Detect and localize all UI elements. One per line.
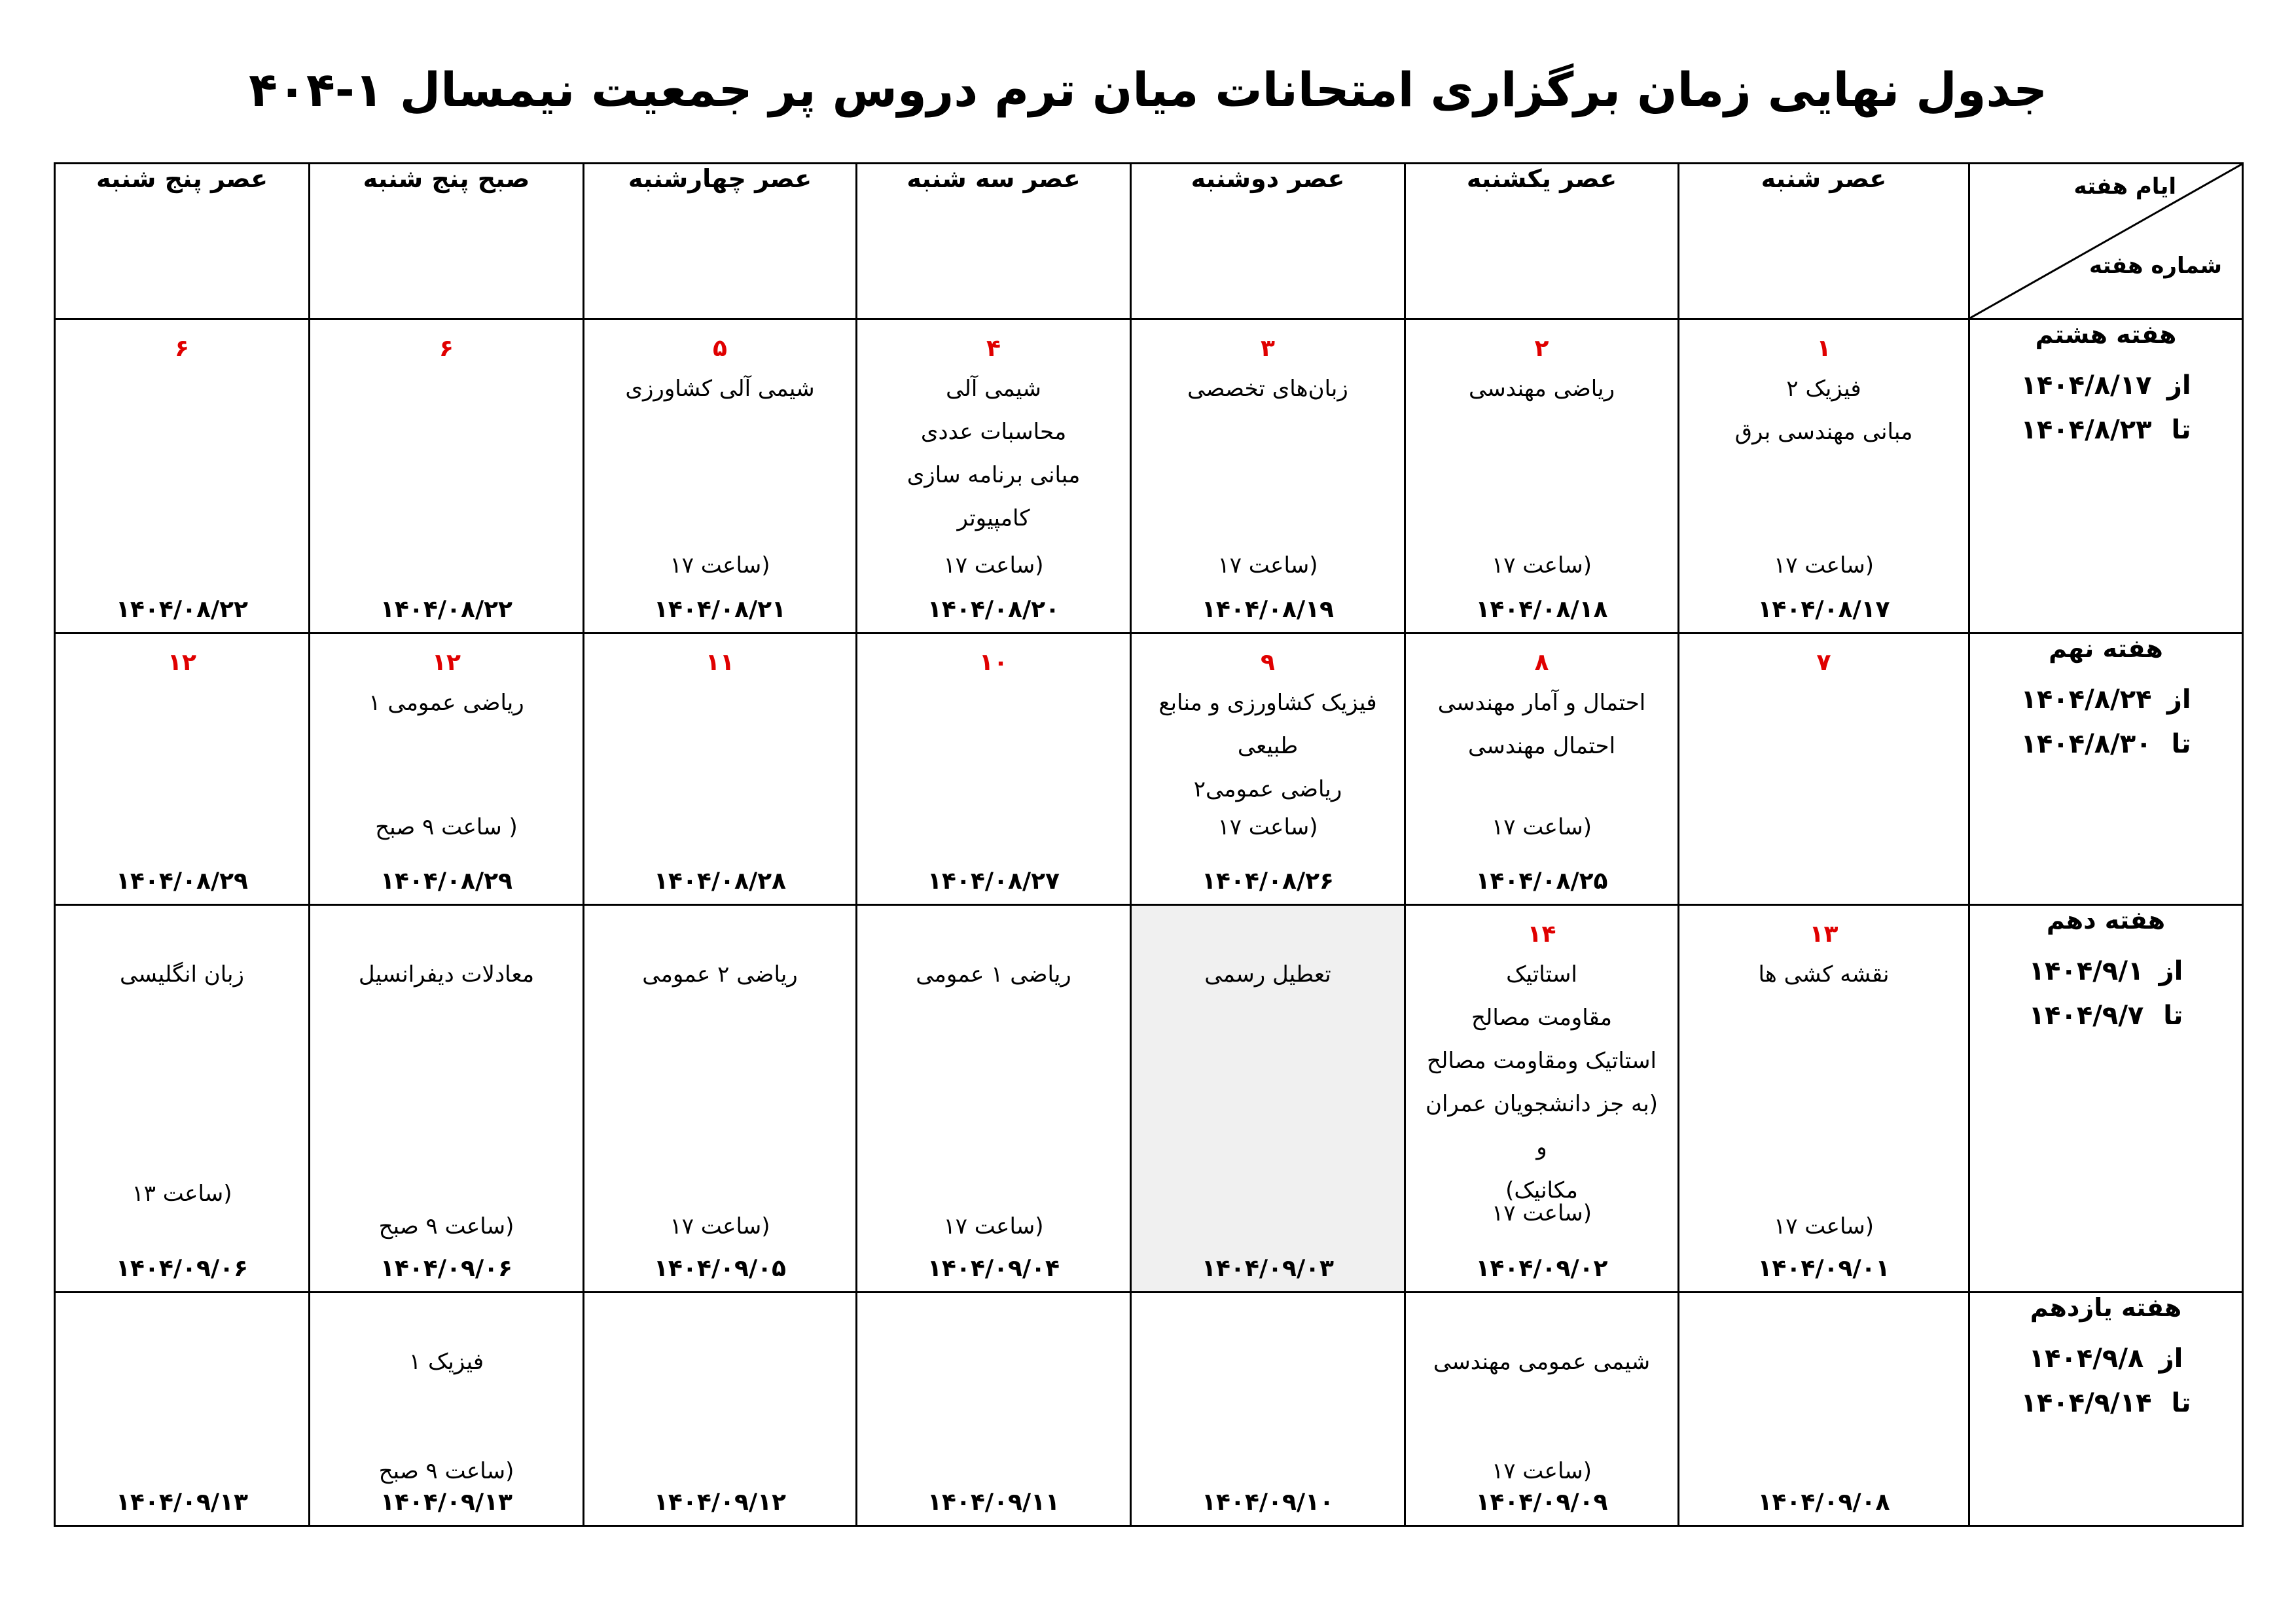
exam-date: ۱۴۰۴/۰۸/۲۰: [927, 596, 1060, 623]
exam-cell: [857, 319, 1131, 633]
exam-time: (ساعت ۱۷: [1491, 1458, 1592, 1484]
exam-slot-number: ۱۳: [1809, 921, 1839, 948]
from-date: ۱۴۰۴/۹/۱: [2028, 956, 2144, 986]
course-list: استاتیک مقاومت مصالح استاتیک ومقاومت مصالح (به جز دانشجویان عمران و مکانیک): [1426, 961, 1658, 1204]
exam-slot-number: ۶: [439, 335, 454, 362]
week-from: [1970, 949, 2242, 993]
exam-date: ۱۴۰۴/۰۸/۲۹: [380, 868, 513, 895]
week-name: هفته نهم: [2049, 634, 2163, 663]
course-list: شیمی آلی محاسبات عددی مبانی برنامه سازی کامپیوتر: [906, 376, 1081, 531]
page-title: جدول نهایی زمان برگزاری امتحانات میان ترم دروس پر جمعیت نیمسال ۱-۴۰۴: [249, 62, 2047, 117]
exam-slot-number: [56, 920, 308, 949]
exam-cell: [584, 1293, 857, 1526]
week-to: [1970, 993, 2242, 1038]
exam-slot-number: ۱۲: [168, 649, 196, 676]
exam-cell: [310, 319, 584, 633]
course-list: فیزیک ۲ مبانی مهندسی برق: [1734, 376, 1913, 445]
exam-slot-number: [56, 1308, 308, 1336]
course-list: شیمی آلی کشاورزی: [625, 376, 815, 402]
exam-slot-number: [310, 920, 583, 949]
exam-date: ۱۴۰۴/۰۹/۱۳: [115, 1489, 249, 1516]
exam-slot-number: ۳: [1261, 335, 1275, 362]
exam-date: ۱۴۰۴/۰۹/۰۸: [1757, 1489, 1890, 1516]
week-name: هفته هشتم: [2035, 320, 2177, 349]
exam-slot-number: ۱۴: [1527, 921, 1556, 948]
exam-cell: [55, 319, 310, 633]
week-row: [55, 319, 2243, 633]
week-to: [1970, 1381, 2242, 1425]
week-name: هفته یازدهم: [2030, 1293, 2182, 1322]
header-row: [55, 164, 2243, 319]
course-list: ریاضی عمومی ۱: [368, 690, 524, 716]
course-list: زبان انگلیسی: [120, 961, 244, 988]
exam-date: ۱۴۰۴/۰۹/۰۳: [1201, 1255, 1335, 1282]
week-from: [1970, 1336, 2242, 1381]
exam-date: ۱۴۰۴/۰۸/۲۸: [653, 868, 787, 895]
exam-time: (ساعت ۱۷: [670, 552, 770, 579]
from-label: از: [2159, 1344, 2183, 1374]
exam-slot-number: [1679, 1308, 1968, 1336]
day-header: عصر شنبه: [1679, 164, 1969, 319]
exam-date: ۱۴۰۴/۰۸/۲۶: [1201, 868, 1335, 895]
exam-cell: [584, 319, 857, 633]
week-from: [1970, 677, 2242, 722]
exam-slot-number: [584, 1308, 855, 1336]
course-list: زبان‌های تخصصی: [1187, 376, 1348, 402]
exam-time: (ساعت ۱۷: [670, 1213, 770, 1240]
exam-cell: [1131, 633, 1405, 905]
exam-date: ۱۴۰۴/۰۹/۱۰: [1201, 1489, 1335, 1516]
exam-date: ۱۴۰۴/۰۸/۲۹: [115, 868, 249, 895]
exam-cell: [584, 905, 857, 1293]
exam-time: ( ساعت ۹ صبح: [375, 814, 518, 840]
week-to: [1970, 722, 2242, 766]
exam-slot-number: [857, 920, 1130, 949]
exam-cell: [310, 905, 584, 1293]
day-header: عصر یکشنبه: [1405, 164, 1679, 319]
week-row: [55, 633, 2243, 905]
day-header: صبح پنج شنبه: [310, 164, 584, 319]
week-to: [1970, 408, 2242, 452]
exam-cell: [1405, 319, 1679, 633]
course-list: معادلات دیفرانسیل: [358, 961, 535, 988]
course-list: فیزیک کشاورزی و منابع طبیعی ریاضی عمومی۲: [1158, 690, 1377, 802]
exam-slot-number: [857, 1308, 1130, 1336]
from-date: ۱۴۰۴/۸/۱۷: [2020, 370, 2152, 401]
exam-cell: [1679, 905, 1969, 1293]
corner-week-label: شماره هفته: [2089, 253, 2222, 279]
day-header: عصر سه شنبه: [857, 164, 1131, 319]
exam-slot-number: [1406, 1308, 1677, 1336]
course-list: احتمال و آمار مهندسی احتمال مهندسی: [1437, 690, 1646, 759]
exam-cell: [310, 633, 584, 905]
day-header: عصر چهارشنبه: [584, 164, 857, 319]
week-label-cell: [1969, 1293, 2243, 1526]
corner-header: [1969, 164, 2243, 319]
exam-date: ۱۴۰۴/۰۹/۰۱: [1757, 1255, 1890, 1282]
exam-date: ۱۴۰۴/۰۹/۱۳: [380, 1489, 513, 1516]
exam-schedule-table: [54, 162, 2244, 1527]
exam-date: ۱۴۰۴/۰۹/۰۴: [927, 1255, 1060, 1282]
week-from: [1970, 363, 2242, 408]
day-header: عصر دوشنبه: [1131, 164, 1405, 319]
exam-date: ۱۴۰۴/۰۹/۱۱: [927, 1489, 1060, 1516]
exam-time: (ساعت ۱۳: [132, 1181, 232, 1207]
exam-slot-number: [1132, 920, 1404, 949]
exam-time: (ساعت ۱۷: [1491, 814, 1592, 840]
course-list: فیزیک ۱: [408, 1349, 484, 1375]
exam-time: (ساعت ۱۷: [1217, 814, 1318, 840]
exam-time: (ساعت ۱۷: [1773, 552, 1874, 579]
exam-date: ۱۴۰۴/۰۸/۲۱: [653, 596, 787, 623]
exam-date: ۱۴۰۴/۰۹/۰۵: [653, 1255, 787, 1282]
exam-slot-number: ۹: [1261, 649, 1275, 676]
to-label: تا: [2171, 1388, 2191, 1418]
from-date: ۱۴۰۴/۸/۲۴: [2020, 685, 2152, 715]
week-row: [55, 905, 2243, 1293]
from-label: از: [2166, 685, 2191, 715]
exam-date: ۱۴۰۴/۰۸/۲۷: [927, 868, 1060, 895]
exam-cell: [857, 1293, 1131, 1526]
exam-cell: [1405, 1293, 1679, 1526]
exam-date: ۱۴۰۴/۰۹/۱۲: [653, 1489, 787, 1516]
exam-slot-number: ۴: [986, 335, 1001, 362]
exam-time: (ساعت ۱۷: [1491, 1200, 1592, 1226]
week-name: هفته دهم: [2046, 906, 2166, 935]
day-header: عصر پنج شنبه: [55, 164, 310, 319]
exam-date: ۱۴۰۴/۰۹/۰۶: [115, 1255, 249, 1282]
to-date: ۱۴۰۴/۸/۳۰: [2020, 729, 2152, 759]
exam-date: ۱۴۰۴/۰۸/۲۵: [1475, 868, 1608, 895]
exam-cell: [1131, 905, 1405, 1293]
exam-cell: [55, 633, 310, 905]
exam-slot-number: ۱۱: [706, 649, 734, 676]
exam-cell: [55, 1293, 310, 1526]
exam-cell: [1679, 1293, 1969, 1526]
exam-cell: [584, 633, 857, 905]
course-list: نقشه کشی ها: [1758, 961, 1890, 988]
exam-time: (ساعت ۹ صبح: [378, 1213, 514, 1240]
exam-date: ۱۴۰۴/۰۸/۲۲: [380, 596, 513, 623]
exam-date: ۱۴۰۴/۰۸/۱۷: [1757, 596, 1890, 623]
to-label: تا: [2163, 1001, 2183, 1031]
exam-cell: [1679, 319, 1969, 633]
exam-time: (ساعت ۱۷: [1491, 552, 1592, 579]
exam-date: ۱۴۰۴/۰۹/۰۲: [1475, 1255, 1608, 1282]
exam-time: (ساعت ۱۷: [943, 552, 1044, 579]
from-date: ۱۴۰۴/۹/۸: [2028, 1344, 2144, 1374]
to-label: تا: [2171, 415, 2191, 445]
exam-cell: [55, 905, 310, 1293]
exam-time: (ساعت ۱۷: [943, 1213, 1044, 1240]
exam-cell: [1679, 633, 1969, 905]
exam-time: (ساعت ۱۷: [1217, 552, 1318, 579]
exam-time: (ساعت ۱۷: [1773, 1213, 1874, 1240]
week-label-cell: [1969, 633, 2243, 905]
week-label-cell: [1969, 905, 2243, 1293]
exam-slot-number: ۸: [1534, 649, 1549, 676]
from-label: از: [2159, 956, 2183, 986]
exam-cell: [1131, 319, 1405, 633]
exam-cell: [1405, 633, 1679, 905]
to-date: ۱۴۰۴/۹/۷: [2028, 1001, 2144, 1031]
exam-slot-number: [584, 920, 855, 949]
exam-slot-number: ۱: [1816, 335, 1831, 362]
exam-cell: [857, 905, 1131, 1293]
exam-date: ۱۴۰۴/۰۸/۱۸: [1475, 596, 1608, 623]
exam-date: ۱۴۰۴/۰۸/۱۹: [1201, 596, 1335, 623]
course-list: ریاضی مهندسی: [1468, 376, 1615, 402]
exam-cell: [310, 1293, 584, 1526]
exam-slot-number: ۵: [713, 335, 727, 362]
course-list: ریاضی ۱ عمومی: [916, 961, 1071, 988]
exam-date: ۱۴۰۴/۰۹/۰۶: [380, 1255, 513, 1282]
to-label: تا: [2171, 729, 2191, 759]
exam-slot-number: ۱۲: [432, 649, 461, 676]
from-label: از: [2166, 370, 2191, 401]
exam-slot-number: ۶: [175, 335, 189, 362]
course-list: تعطیل رسمی: [1204, 961, 1331, 988]
to-date: ۱۴۰۴/۸/۲۳: [2020, 415, 2152, 445]
week-row: [55, 1293, 2243, 1526]
exam-date: ۱۴۰۴/۰۹/۰۹: [1475, 1489, 1608, 1516]
exam-cell: [1131, 1293, 1405, 1526]
course-list: ریاضی ۲ عمومی: [642, 961, 798, 988]
exam-cell: [857, 633, 1131, 905]
exam-time: (ساعت ۹ صبح: [378, 1458, 514, 1484]
course-list: شیمی عمومی مهندسی: [1433, 1349, 1651, 1375]
week-label-cell: [1969, 319, 2243, 633]
to-date: ۱۴۰۴/۹/۱۴: [2020, 1388, 2152, 1418]
exam-slot-number: ۷: [1816, 649, 1831, 676]
exam-slot-number: [310, 1308, 583, 1336]
corner-days-label: ایام هفته: [2073, 173, 2176, 200]
exam-date: ۱۴۰۴/۰۸/۲۲: [115, 596, 249, 623]
exam-cell: [1405, 905, 1679, 1293]
exam-slot-number: ۲: [1534, 335, 1549, 362]
exam-slot-number: ۱۰: [979, 649, 1008, 676]
exam-slot-number: [1132, 1308, 1404, 1336]
